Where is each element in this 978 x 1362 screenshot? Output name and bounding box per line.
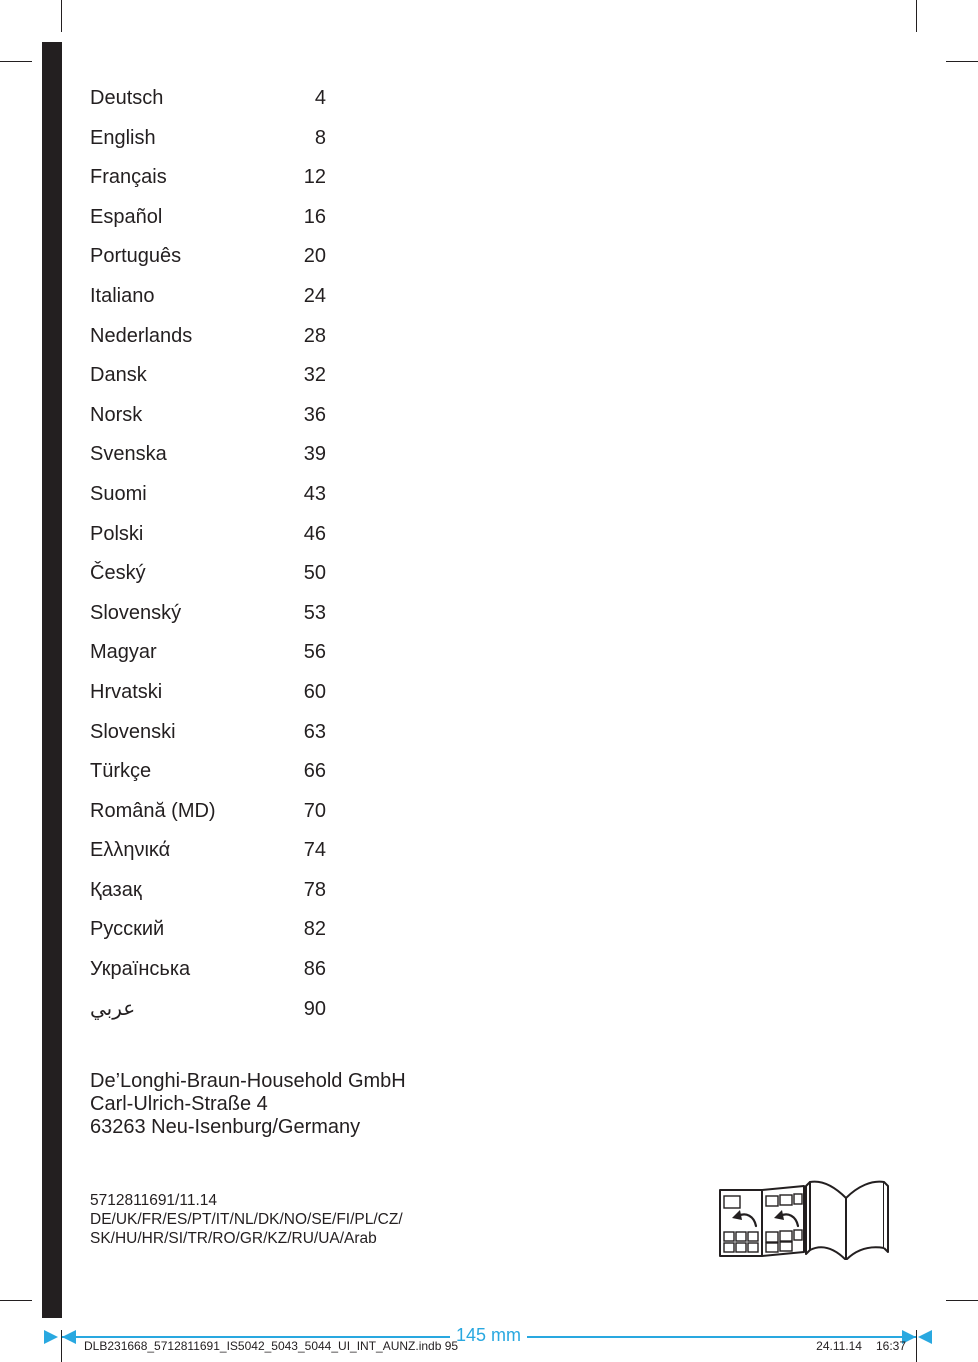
toc-language: Português bbox=[90, 245, 182, 268]
binding-bar bbox=[42, 42, 62, 1318]
width-measurement-label: 145 mm bbox=[450, 1324, 527, 1346]
toc-page: 36 bbox=[303, 403, 326, 426]
toc-page: 78 bbox=[303, 878, 326, 901]
toc-page: 66 bbox=[303, 760, 326, 783]
toc-language: Hrvatski bbox=[90, 680, 163, 703]
ruler-arrow-outer-left-icon bbox=[44, 1330, 58, 1344]
toc-page: 50 bbox=[303, 562, 326, 585]
toc-page: 20 bbox=[303, 245, 326, 268]
toc-language: Deutsch bbox=[90, 87, 164, 109]
toc-row bbox=[90, 599, 330, 639]
toc-language: Қазақ bbox=[90, 878, 142, 901]
toc-page: 39 bbox=[303, 443, 326, 466]
crop-mark-right-top bbox=[946, 61, 978, 62]
toc-row bbox=[90, 876, 330, 916]
toc-language: Ελληνικά bbox=[90, 839, 171, 862]
toc-page: 82 bbox=[303, 918, 326, 941]
street-address: Carl-Ulrich-Straße 4 bbox=[90, 1093, 268, 1115]
toc-row bbox=[90, 995, 330, 1035]
toc-row bbox=[90, 638, 330, 678]
toc-language: Українська bbox=[90, 958, 191, 981]
ruler-arrow-outer-right-icon bbox=[918, 1330, 932, 1344]
toc-language: Română (MD) bbox=[90, 799, 216, 822]
toc-language: Español bbox=[90, 205, 163, 228]
toc-row bbox=[90, 915, 330, 955]
manufacturer-address bbox=[90, 1070, 406, 1139]
part-number: 5712811691/11.14 bbox=[90, 1192, 217, 1209]
toc-row bbox=[90, 757, 330, 797]
crop-mark-top-left bbox=[61, 0, 62, 32]
crop-mark-left-bottom bbox=[0, 1300, 32, 1301]
toc-language: Magyar bbox=[90, 641, 157, 664]
city-address: 63263 Neu-Isenburg/Germany bbox=[90, 1116, 361, 1138]
ruler-arrow-inner-left-icon bbox=[62, 1330, 76, 1344]
toc-language: Français bbox=[90, 166, 167, 189]
table-of-contents bbox=[90, 84, 330, 1034]
toc-row bbox=[90, 124, 330, 164]
toc-language: Suomi bbox=[90, 482, 147, 505]
toc-page: 46 bbox=[303, 522, 326, 545]
print-time: 16:37 bbox=[875, 1339, 906, 1353]
toc-row bbox=[90, 836, 330, 876]
toc-language: Norsk bbox=[90, 403, 143, 426]
toc-language: Český bbox=[90, 562, 146, 585]
toc-row bbox=[90, 203, 330, 243]
toc-row bbox=[90, 361, 330, 401]
toc-language: Slovenski bbox=[90, 720, 176, 743]
toc-page: 60 bbox=[303, 680, 326, 703]
country-codes-line-1: DE/UK/FR/ES/PT/IT/NL/DK/NO/SE/FI/PL/CZ/ bbox=[90, 1211, 403, 1228]
toc-page: 56 bbox=[303, 641, 326, 664]
crop-mark-bottom-right bbox=[916, 1330, 917, 1362]
toc-row bbox=[90, 520, 330, 560]
document-codes bbox=[90, 1191, 403, 1248]
toc-language: Türkçe bbox=[90, 760, 152, 783]
toc-page: 28 bbox=[303, 324, 326, 347]
toc-row bbox=[90, 440, 330, 480]
toc-row bbox=[90, 955, 330, 995]
toc-page: 90 bbox=[303, 997, 326, 1020]
toc-page: 8 bbox=[314, 126, 326, 149]
toc-page: 70 bbox=[303, 799, 326, 822]
toc-language: Dansk bbox=[90, 364, 147, 387]
toc-language: Nederlands bbox=[90, 324, 193, 347]
toc-language: English bbox=[90, 126, 156, 149]
toc-page: 86 bbox=[303, 958, 326, 981]
toc-language: Русский bbox=[90, 918, 165, 941]
toc-row bbox=[90, 480, 330, 520]
toc-row bbox=[90, 559, 330, 599]
toc-row bbox=[90, 84, 330, 124]
fold-out-booklet-icon bbox=[718, 1176, 890, 1260]
toc-page: 63 bbox=[303, 720, 326, 743]
crop-mark-right-bottom bbox=[946, 1300, 978, 1301]
toc-row bbox=[90, 678, 330, 718]
toc-language: Italiano bbox=[90, 284, 155, 307]
toc-row bbox=[90, 401, 330, 441]
toc-page: 24 bbox=[303, 284, 326, 307]
toc-page: 53 bbox=[303, 601, 326, 624]
toc-page: 32 bbox=[303, 364, 326, 387]
print-file-name: DLB231668_5712811691_IS5042_5043_5044_UI_INT_AUNZ.indb 95 bbox=[84, 1339, 459, 1353]
toc-language: Polski bbox=[90, 522, 144, 545]
toc-language: Svenska bbox=[90, 443, 167, 466]
crop-mark-left-top bbox=[0, 61, 32, 62]
toc-page: 43 bbox=[303, 482, 326, 505]
toc-row bbox=[90, 163, 330, 203]
toc-page: 4 bbox=[314, 87, 326, 109]
company-name: De’Longhi-Braun-Household GmbH bbox=[90, 1070, 406, 1092]
toc-row bbox=[90, 718, 330, 758]
toc-page: 12 bbox=[303, 166, 326, 189]
print-timestamp bbox=[816, 1339, 906, 1353]
toc-page: 74 bbox=[303, 839, 326, 862]
country-codes-line-2: SK/HU/HR/SI/TR/RO/GR/KZ/RU/UA/Arab bbox=[90, 1230, 377, 1247]
crop-mark-top-right bbox=[916, 0, 917, 32]
toc-page: 16 bbox=[303, 205, 326, 228]
toc-row bbox=[90, 282, 330, 322]
toc-row bbox=[90, 242, 330, 282]
print-date: 24.11.14 bbox=[816, 1339, 862, 1353]
toc-row bbox=[90, 322, 330, 362]
toc-language: عربي bbox=[90, 997, 136, 1020]
toc-row bbox=[90, 797, 330, 837]
toc-language: Slovenský bbox=[90, 601, 182, 624]
